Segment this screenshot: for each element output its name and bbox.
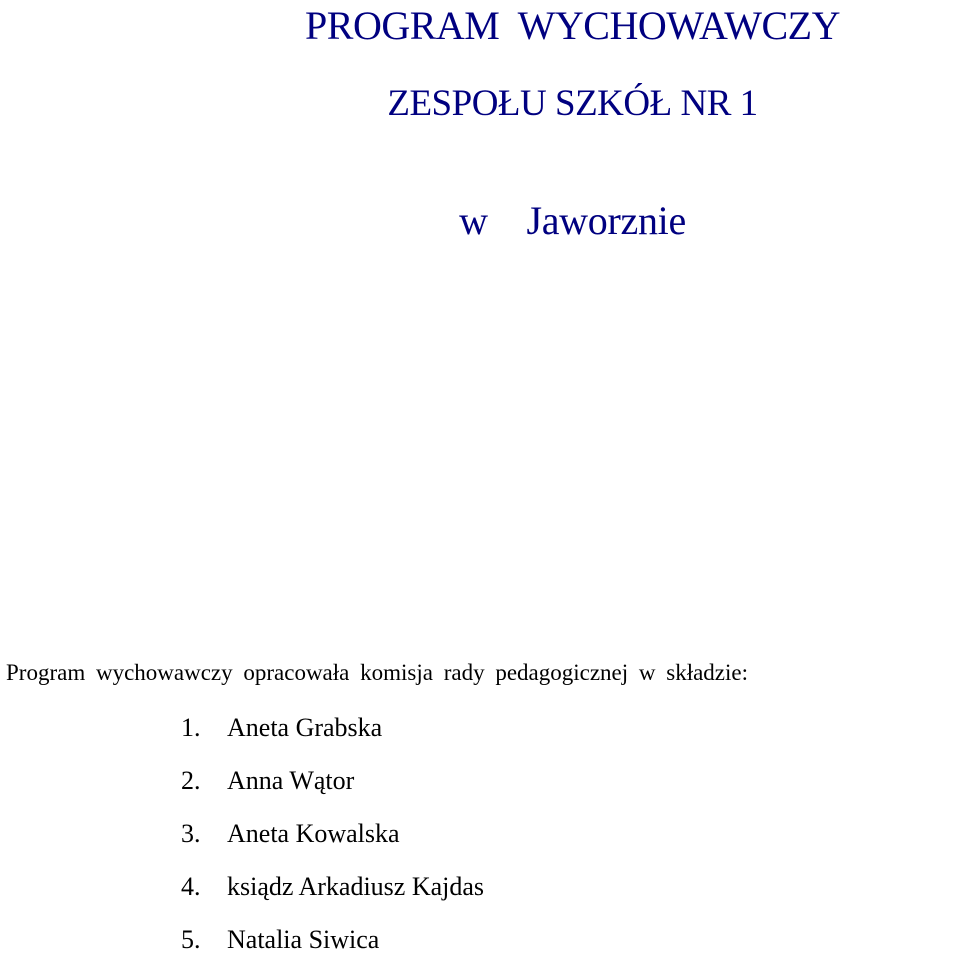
- list-item-number: 5.: [181, 925, 201, 954]
- list-item-name: ksiądz Arkadiusz Kajdas: [227, 872, 485, 901]
- list-item-name: Aneta Kowalska: [227, 819, 400, 848]
- list-item-name: Aneta Grabska: [227, 713, 383, 742]
- list-item-name: Natalia Siwica: [227, 925, 380, 954]
- list-item: [181, 872, 484, 925]
- list-item: [181, 713, 484, 766]
- list-item-name: Anna Wątor: [227, 766, 355, 795]
- document-subtitle-city: w Jaworznie: [459, 198, 686, 243]
- list-item-number: 3.: [181, 819, 201, 848]
- list-item: [181, 819, 484, 872]
- committee-intro-text: Program wychowawczy opracowała komisja rady pedagogicznej w składzie:: [6, 660, 748, 685]
- document-subtitle-school: ZESPOŁU SZKÓŁ NR 1: [387, 83, 758, 124]
- committee-members-list: [181, 713, 484, 978]
- list-item: [181, 925, 484, 978]
- document-title: PROGRAM WYCHOWAWCZY: [305, 3, 840, 48]
- list-item: [181, 766, 484, 819]
- list-item-number: 1.: [181, 713, 201, 742]
- list-item-number: 4.: [181, 872, 201, 901]
- list-item-number: 2.: [181, 766, 201, 795]
